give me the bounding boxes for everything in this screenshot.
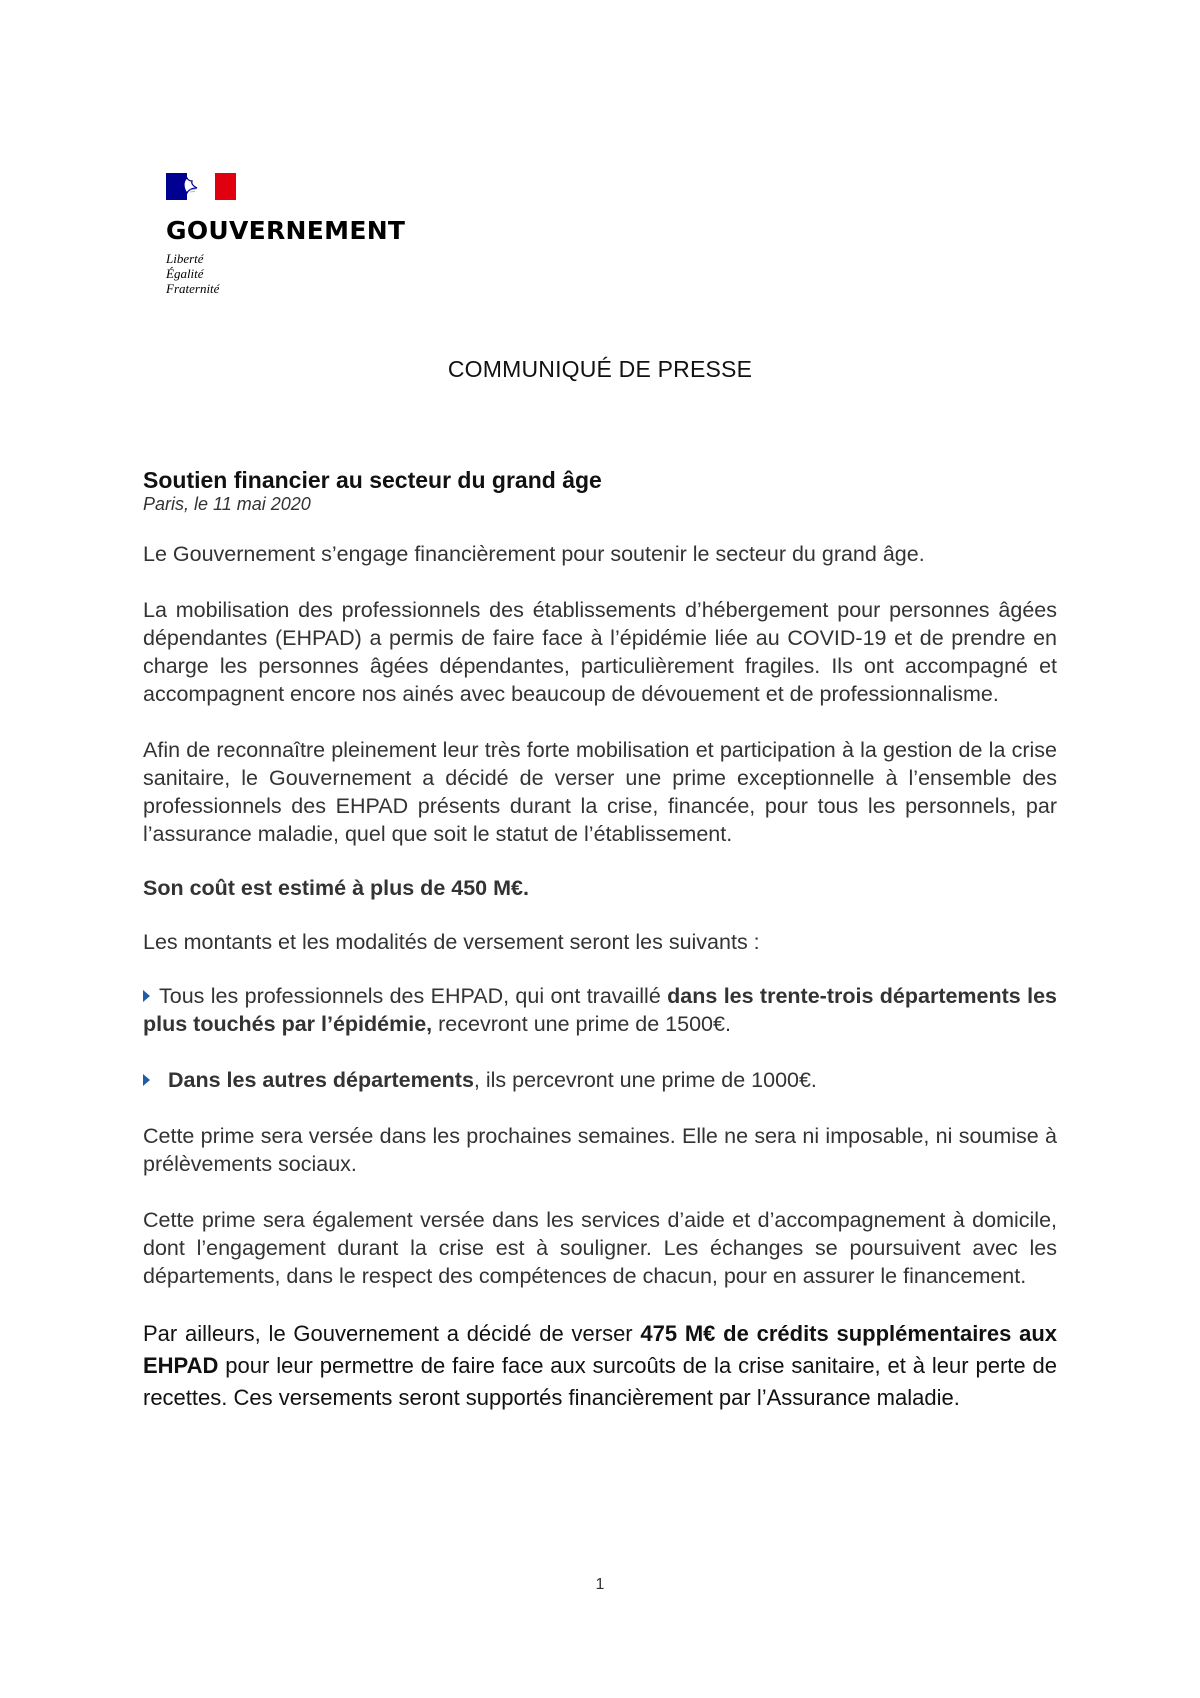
paragraph-versement: Cette prime sera versée dans les prochaines semaines. Elle ne sera ni imposable, ni soumise à prélèvements sociaux.: [143, 1124, 1057, 1176]
motto-egalite: Égalité: [166, 266, 204, 281]
paragraph-prime: Afin de reconnaître pleinement leur très forte mobilisation et participation à la gestion de la crise sanitaire, le Gouvernement a décidé de verser une prime exceptionnelle à l’ensemble des professionnels des EHPAD présents durant la crise, financée, pour tous les personnels, par l’assurance maladie, quel que soit le statut de l’établissement.: [143, 738, 1057, 846]
bullet-item-1500: [143, 982, 1057, 1038]
article-date: Paris, le 11 mai 2020: [143, 494, 311, 514]
credits-end: pour leur permettre de faire face aux surcoûts de la crise sanitaire, et à leur perte de recettes. Ces versements seront supportés financièrement par l’Assurance maladie.: [143, 1353, 1057, 1410]
motto-liberte: Liberté: [166, 251, 204, 266]
motto: [166, 251, 405, 296]
bullet-item-1000: [143, 1066, 1057, 1094]
credits-bold: 475 M€ de crédits supplémentaires aux EHPAD: [143, 1321, 1057, 1378]
paragraph-credits: [143, 1318, 1057, 1414]
page-number: 1: [595, 1576, 605, 1593]
press-release-label: COMMUNIQUÉ DE PRESSE: [447, 356, 753, 382]
article-title: Soutien financier au secteur du grand âge: [143, 467, 602, 493]
bullet-1-text: Tous les professionnels des EHPAD, qui ont travaillé: [159, 984, 668, 1008]
paragraph-cost: Son coût est estimé à plus de 450 M€.: [143, 876, 529, 900]
triangle-bullet-icon: [143, 1074, 150, 1086]
government-logo: [166, 173, 405, 296]
paragraph-domicile: Cette prime sera également versée dans les services d’aide et d’accompagnement à domicile, dont l’engagement durant la crise est à souligner. Les échanges se poursuivent avec les départements, dans le respect des compétences de chacun, pour en assurer le financement.: [143, 1208, 1057, 1288]
bullet-2-bold: Dans les autres départements: [168, 1068, 474, 1092]
bullet-1-bold: dans les trente-trois départements les plus touchés par l’épidémie,: [143, 984, 1057, 1036]
triangle-bullet-icon: [143, 990, 150, 1002]
paragraph-intro: Le Gouvernement s’engage financièrement pour soutenir le secteur du grand âge.: [143, 542, 925, 566]
brand-name: GOUVERNEMENT: [166, 216, 406, 245]
paragraph-modalites: Les montants et les modalités de versement seront les suivants :: [143, 930, 760, 954]
bullet-1-end: recevront une prime de 1500€.: [432, 1012, 731, 1036]
credits-text: Par ailleurs, le Gouvernement a décidé de verser: [143, 1321, 641, 1346]
motto-fraternite: Fraternité: [166, 281, 220, 296]
article: [143, 466, 1057, 1414]
paragraph-mobilisation: La mobilisation des professionnels des établissements d’hébergement pour personnes âgées dépendantes (EHPAD) a permis de faire face à l’épidémie liée au COVID-19 et de prendre en charge les personnes âgées dépendantes, particulièrement fragiles. Ils ont accompagné et accompagnent encore nos ainés avec beaucoup de dévouement et de professionnalisme.: [143, 598, 1057, 706]
marianne-flag-icon: [166, 173, 236, 200]
bullet-2-end: , ils percevront une prime de 1000€.: [473, 1068, 817, 1092]
